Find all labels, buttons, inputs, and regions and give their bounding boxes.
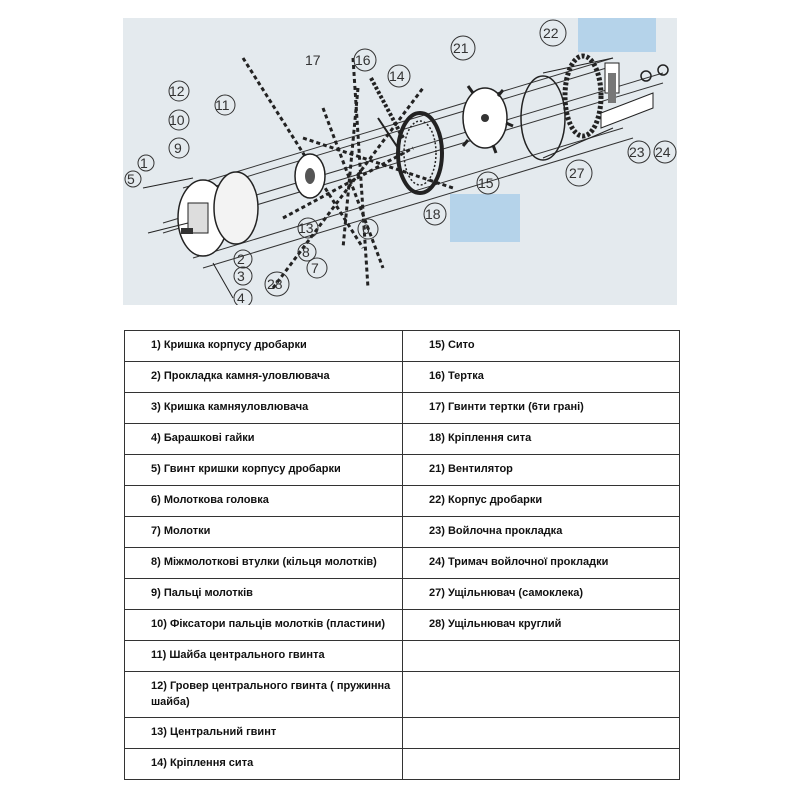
part-name-left: 5) Гвинт кришки корпусу дробарки bbox=[125, 455, 403, 486]
part-name-right bbox=[403, 641, 680, 672]
callout-5: 5 bbox=[127, 171, 135, 187]
exploded-diagram bbox=[123, 18, 677, 305]
part-name-left: 8) Міжмолоткові втулки (кільця молотків) bbox=[125, 548, 403, 579]
part-name-right: 23) Войлочна прокладка bbox=[403, 517, 680, 548]
callout-4: 4 bbox=[237, 290, 245, 305]
part-name-left: 12) Гровер центрального гвинта ( пружинна шайба) bbox=[125, 672, 403, 718]
parts-legend-table bbox=[124, 330, 680, 780]
callout-9: 9 bbox=[174, 140, 182, 156]
callout-10: 10 bbox=[169, 112, 185, 128]
callout-15: 15 bbox=[478, 175, 494, 191]
part-name-right bbox=[403, 749, 680, 780]
callout-17: 17 bbox=[305, 52, 321, 68]
felt-washer bbox=[641, 71, 651, 81]
part-name-left: 3) Кришка камняуловлювача bbox=[125, 393, 403, 424]
part-name-right: 27) Ущільнювач (самоклека) bbox=[403, 579, 680, 610]
hammer-blades bbox=[243, 58, 453, 288]
part-name-right: 15) Сито bbox=[403, 331, 680, 362]
table-row bbox=[125, 517, 680, 548]
part-name-left: 13) Центральний гвинт bbox=[125, 718, 403, 749]
table-row bbox=[125, 486, 680, 517]
highlight-patch-bottom bbox=[450, 194, 520, 242]
table-row bbox=[125, 424, 680, 455]
crusher-housing bbox=[543, 56, 653, 158]
cover-part bbox=[178, 172, 258, 256]
part-name-left: 9) Пальці молотків bbox=[125, 579, 403, 610]
callout-12: 12 bbox=[169, 83, 185, 99]
table-row bbox=[125, 672, 680, 718]
sieve-ring bbox=[398, 113, 442, 193]
callout-1: 1 bbox=[140, 155, 148, 171]
highlight-patch-top bbox=[578, 18, 656, 52]
part-name-left: 7) Молотки bbox=[125, 517, 403, 548]
table-row bbox=[125, 579, 680, 610]
table-row bbox=[125, 641, 680, 672]
hammer-head bbox=[295, 154, 325, 198]
table-row bbox=[125, 718, 680, 749]
table-row bbox=[125, 610, 680, 641]
callout-8: 8 bbox=[302, 244, 310, 260]
part-name-left: 14) Кріплення сита bbox=[125, 749, 403, 780]
table-row bbox=[125, 455, 680, 486]
callout-11: 11 bbox=[215, 97, 230, 113]
part-name-left: 6) Молоткова головка bbox=[125, 486, 403, 517]
table-row bbox=[125, 331, 680, 362]
callout-22: 22 bbox=[543, 25, 559, 41]
callout-14: 14 bbox=[389, 68, 405, 84]
table-row bbox=[125, 393, 680, 424]
seal-gasket bbox=[521, 76, 565, 160]
part-name-left: 10) Фіксатори пальців молотків (пластини) bbox=[125, 610, 403, 641]
callout-27: 27 bbox=[569, 165, 585, 181]
part-name-right bbox=[403, 718, 680, 749]
part-name-right: 22) Корпус дробарки bbox=[403, 486, 680, 517]
part-name-right bbox=[403, 672, 680, 718]
part-name-right: 21) Вентилятор bbox=[403, 455, 680, 486]
fan-part bbox=[463, 86, 513, 153]
table-row bbox=[125, 548, 680, 579]
callout-28: 28 bbox=[267, 276, 283, 292]
callout-6: 6 bbox=[362, 221, 370, 237]
callout-3: 3 bbox=[237, 268, 245, 284]
callout-7: 7 bbox=[311, 260, 319, 276]
callout-24: 24 bbox=[655, 144, 671, 160]
callout-2: 2 bbox=[237, 251, 245, 267]
part-name-right: 28) Ущільнювач круглий bbox=[403, 610, 680, 641]
diagram-drawing bbox=[123, 18, 677, 305]
part-name-right: 17) Гвинти тертки (6ти грані) bbox=[403, 393, 680, 424]
table-row bbox=[125, 749, 680, 780]
callout-21: 21 bbox=[453, 40, 469, 56]
part-name-left: 4) Барашкові гайки bbox=[125, 424, 403, 455]
part-name-left: 11) Шайба центрального гвинта bbox=[125, 641, 403, 672]
callout-23: 23 bbox=[629, 144, 645, 160]
part-name-right: 18) Кріплення сита bbox=[403, 424, 680, 455]
part-name-right: 24) Тримач войлочної прокладки bbox=[403, 548, 680, 579]
callout-13: 13 bbox=[298, 220, 314, 236]
callout-16: 16 bbox=[355, 52, 371, 68]
callout-18: 18 bbox=[425, 206, 441, 222]
part-name-right: 16) Тертка bbox=[403, 362, 680, 393]
part-name-left: 2) Прокладка камня-уловлювача bbox=[125, 362, 403, 393]
part-name-left: 1) Кришка корпусу дробарки bbox=[125, 331, 403, 362]
table-row bbox=[125, 362, 680, 393]
